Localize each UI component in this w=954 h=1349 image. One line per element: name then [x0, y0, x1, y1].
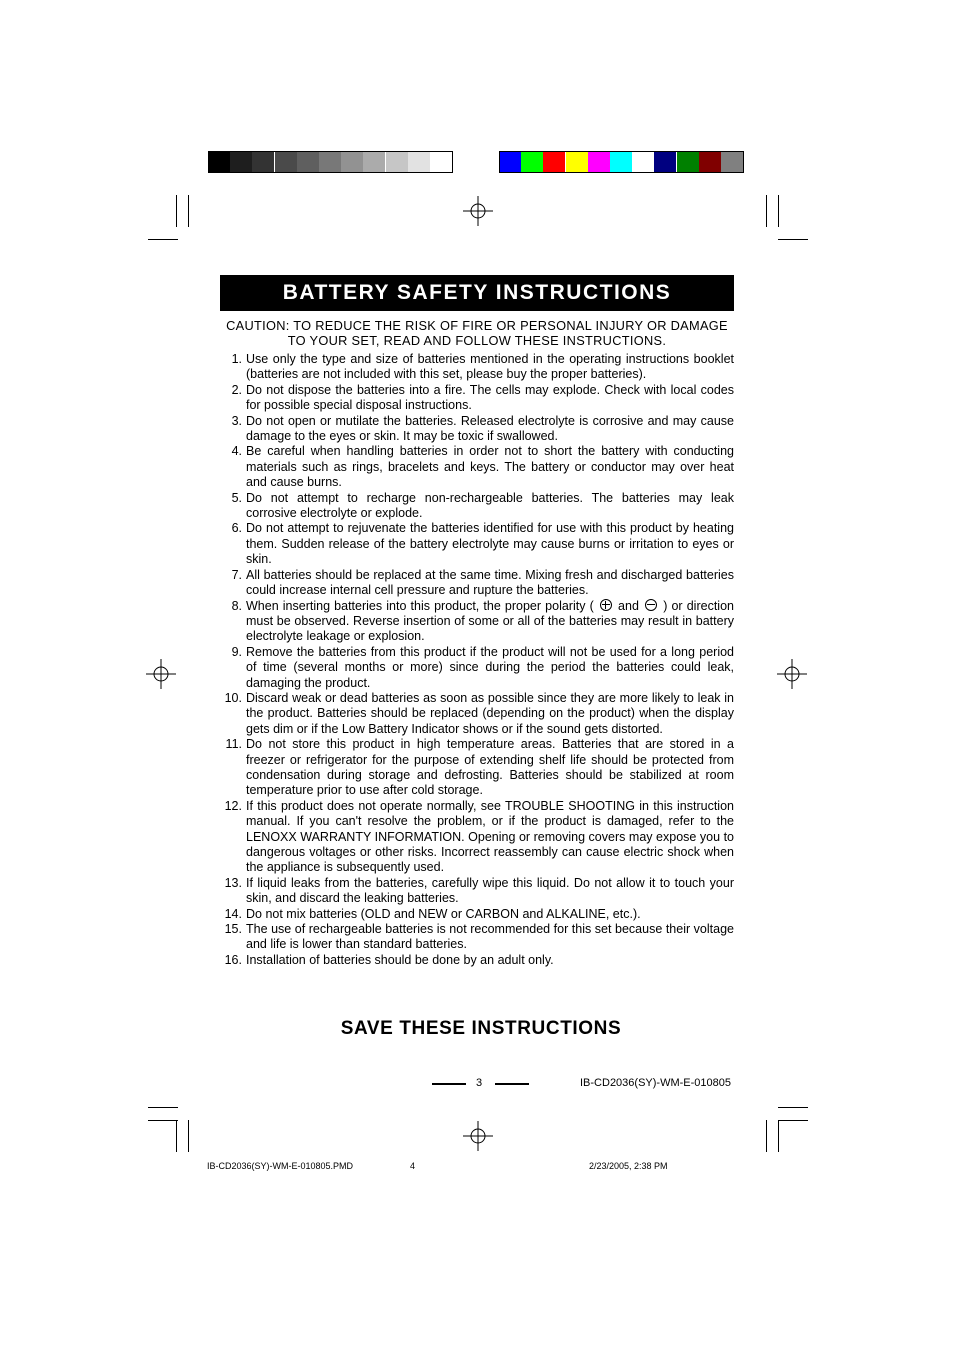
- item-number: 14.: [224, 906, 242, 921]
- list-item: [218, 383, 734, 414]
- crop-mark: [766, 1120, 767, 1152]
- gray-swatch-frame: [208, 151, 453, 173]
- registration-mark-icon: [463, 196, 493, 226]
- list-item: [218, 521, 734, 567]
- print-timestamp: 2/23/2005, 2:38 PM: [589, 1161, 668, 1171]
- item-number: 5.: [231, 490, 242, 505]
- item-number: 10.: [224, 690, 242, 705]
- print-file-name: IB-CD2036(SY)-WM-E-010805.PMD: [207, 1161, 354, 1171]
- positive-polarity-icon: [600, 599, 612, 611]
- list-item: [218, 907, 734, 922]
- item-text-part: ) or direction must be observed. Reverse insertion of some or all of the batteries may result in battery electrolyte leakage or explosion.: [246, 598, 734, 644]
- item-text-part: When inserting batteries into this product, the proper polarity (: [246, 598, 594, 613]
- page-number-rule: [432, 1083, 466, 1085]
- item-text: [242, 599, 734, 645]
- list-item: [218, 953, 734, 968]
- caution-line: CAUTION: TO REDUCE THE RISK OF FIRE OR PERSONAL INJURY OR DAMAGE: [226, 318, 728, 333]
- item-number: 1.: [231, 352, 242, 366]
- document-code: IB-CD2036(SY)-WM-E-010805: [580, 1077, 731, 1089]
- item-text: Do not dispose the batteries into a fire. The cells may explode. Check with local codes for possible special disposal instructions.: [246, 382, 734, 413]
- list-item: [218, 568, 734, 599]
- item-number: 8.: [231, 598, 242, 613]
- crop-mark: [778, 239, 808, 240]
- list-item: [218, 491, 734, 522]
- registration-mark-icon: [463, 1121, 493, 1151]
- registration-mark-icon: [146, 659, 176, 689]
- crop-mark: [766, 195, 767, 227]
- item-number: 2.: [231, 382, 242, 397]
- item-text: If this product does not operate normally, see TROUBLE SHOOTING in this instruction manual. If you can't resolve the problem, or if the product is damaged, refer to the LENOXX WARRANTY INFORMATION. Opening or removing covers may expose you to dangerous voltages or other risks. Incorrect reassembly can cause electric shock when the appliance is subsequently used.: [246, 798, 734, 875]
- page-number: 3: [476, 1077, 483, 1089]
- item-number: 15.: [224, 922, 242, 937]
- item-text: The use of rechargeable batteries is not recommended for this set because their voltage and life is lower than standard batteries.: [246, 922, 734, 952]
- item-number: 12.: [224, 798, 242, 813]
- item-text: Do not mix batteries (OLD and NEW or CARBON and ALKALINE, etc.).: [246, 906, 641, 921]
- page-title: BATTERY SAFETY INSTRUCTIONS: [220, 275, 734, 311]
- negative-polarity-icon: [645, 599, 657, 611]
- item-text: Be careful when handling batteries in order not to short the battery with conducting materials such as rings, bracelets and keys. The battery or conductor may over heat and cause burns.: [246, 444, 734, 490]
- item-text: Do not attempt to rejuvenate the batteries identified for use with this product by heating them. Sudden release of the battery electrolyte may cause burns or irritation to eyes or skin.: [246, 521, 734, 567]
- save-instructions-heading: SAVE THESE INSTRUCTIONS: [340, 1018, 622, 1039]
- item-number: 13.: [224, 875, 242, 890]
- list-item: [218, 691, 734, 737]
- crop-mark: [778, 1120, 779, 1152]
- list-item: [218, 599, 734, 645]
- crop-mark: [148, 1107, 178, 1108]
- item-text: If liquid leaks from the batteries, carefully wipe this liquid. Do not allow it to touch your skin, and discard the leaking batteries.: [246, 875, 734, 906]
- item-number: 9.: [231, 644, 242, 659]
- item-text: Installation of batteries should be done by an adult only.: [246, 952, 554, 967]
- item-number: 16.: [224, 952, 242, 967]
- registration-mark-icon: [777, 659, 807, 689]
- item-text: Use only the type and size of batteries mentioned in the operating instructions booklet (batteries are not included with this set, please buy the proper batteries).: [246, 352, 734, 382]
- caution-line: TO YOUR SET, READ AND FOLLOW THESE INSTRUCTIONS.: [287, 333, 667, 349]
- item-text: Do not store this product in high temperature areas. Batteries that are stored in a freezer or refrigerator for the purpose of extending shelf life should be protected from condensation during storage and defrosting. Batteries should be stabilized at room temperature prior to use after cold storage.: [246, 737, 734, 798]
- item-text: Remove the batteries from this product if the product will not be used for a long period of time (several months or more) since during the period the batteries could leak, damaging the product.: [246, 644, 734, 690]
- item-number: 3.: [231, 413, 242, 428]
- item-text: All batteries should be replaced at the same time. Mixing fresh and discharged batteries could increase internal cell pressure and rupture the batteries.: [246, 567, 734, 598]
- crop-mark: [778, 1120, 808, 1121]
- instruction-list: [218, 352, 734, 968]
- list-item: [218, 922, 734, 953]
- color-swatch-frame: [499, 151, 744, 173]
- crop-mark: [188, 1120, 189, 1152]
- crop-mark: [778, 1107, 808, 1108]
- item-number: 11.: [225, 737, 242, 752]
- list-item: [218, 414, 734, 445]
- crop-mark: [188, 195, 189, 227]
- item-number: 7.: [231, 567, 242, 582]
- print-page-number: 4: [410, 1161, 416, 1171]
- list-item: [218, 799, 734, 876]
- crop-mark: [176, 195, 177, 227]
- crop-mark: [148, 1120, 178, 1121]
- list-item: [218, 444, 734, 490]
- crop-mark: [778, 195, 779, 227]
- list-item: [218, 645, 734, 691]
- list-item: [218, 352, 734, 383]
- item-text: Do not attempt to recharge non-rechargeable batteries. The batteries may leak corrosive electrolyte or explode.: [246, 490, 734, 521]
- caution-notice: [220, 318, 734, 349]
- list-item: [218, 876, 734, 907]
- crop-mark: [176, 1120, 177, 1152]
- page-number-rule: [495, 1083, 529, 1085]
- item-number: 4.: [231, 444, 242, 459]
- item-text: Discard weak or dead batteries as soon as possible since they are more likely to leak in the product. Batteries should be replaced (depending on the product) when the display gets dim or if the Low Battery Indicator shows or if the sound gets distorted.: [246, 690, 734, 736]
- list-item: [218, 737, 734, 799]
- item-number: 6.: [231, 521, 242, 536]
- item-text: Do not open or mutilate the batteries. Released electrolyte is corrosive and may cause damage to the eyes or skin. It may be toxic if swallowed.: [246, 413, 734, 444]
- crop-mark: [148, 239, 178, 240]
- item-text-part: and: [618, 598, 639, 613]
